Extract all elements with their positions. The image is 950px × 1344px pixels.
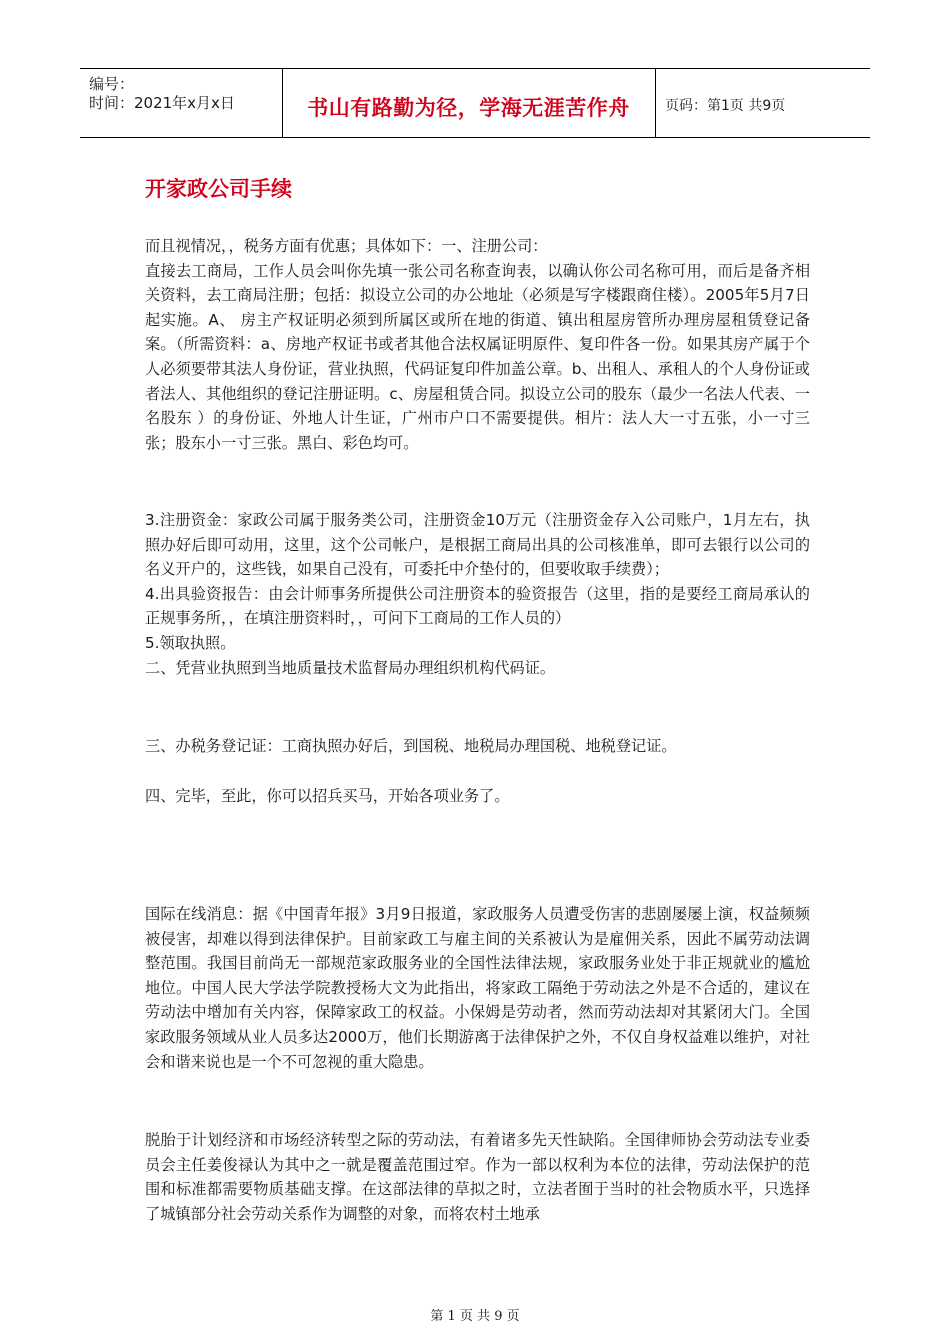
document-number-label: 编号：	[89, 75, 135, 93]
body-section-2	[145, 508, 810, 680]
header-motto: 书山有路勤为径，学海无涯苦作舟	[307, 96, 630, 120]
header-page-number: 页码：第1页 共9页	[665, 98, 786, 114]
paragraph: 脱胎于计划经济和市场经济转型之际的劳动法，有着诸多先天性缺陷。全国律师协会劳动法专业委员会主任姜俊禄认为其中之一就是覆盖范围过窄。作为一部以权利为本位的法律，劳动法保护的范围和标准都需要物质基础支撑。在这部法律的草拟之时，立法者囿于当时的社会物质水平，只选择了城镇部分社会劳动关系作为调整的对象，而将农村土地承	[145, 1131, 810, 1223]
header-middle-cell	[282, 69, 656, 137]
paragraph: 5.领取执照。	[145, 633, 236, 652]
paragraph: 直接去工商局，工作人员会叫你先填一张公司名称查询表，以确认你公司名称可用，而后是备齐相关资料，去工商局注册；包括：拟设立公司的办公地址（必须是写字楼跟商住楼）。2005年5月7日起实施。A、 房主产权证明必须到所属区或所在地的街道、镇出租屋房管所办理房屋租赁登记备案。（所需资料：a、房地产权证书或者其他合法权属证明原件、复印件各一份。如果其房产属于个人必须要带其法人身份证，营业执照，代码证复印件加盖公章。b、出租人、承租人的个人身份证或者法人、其他组织的登记注册证明。c、房屋租赁合同。拟设立公司的股东（最少一名法人代表、一名股东 ）的身份证、外地人计生证，广州市户口不需要提供。相片：法人大一寸五张，小一寸三张；股东小一寸三张。黑白、彩色均可。	[145, 261, 810, 452]
paragraph: 3.注册资金：家政公司属于服务类公司，注册资金10万元（注册资金存入公司账户，1月左右，执照办好后即可动用，这里，这个公司帐户，是根据工商局出具的公司核准单，即可去银行以公司的名义开户的，这些钱，如果自己没有，可委托中介垫付的，但要收取手续费）；	[145, 511, 810, 579]
body-section-5	[145, 902, 810, 1074]
body-section-1	[145, 234, 810, 455]
paragraph: 而且视情况，，税务方面有优惠；具体如下：一、注册公司：	[145, 237, 548, 255]
document-title: 开家政公司手续	[145, 177, 292, 201]
body-section-6	[145, 1128, 810, 1226]
body-section-4	[145, 784, 810, 809]
page-footer: 第 1 页 共 9 页	[430, 1309, 520, 1324]
paragraph: 4.出具验资报告：由会计师事务所提供公司注册资本的验资报告（这里，指的是要经工商局承认的正规事务所，，在填注册资料时，，可问下工商局的工作人员的）	[145, 584, 810, 628]
paragraph: 四、完毕，至此，你可以招兵买马，开始各项业务了。	[145, 787, 510, 805]
document-date-label: 时间：2021年x月x日	[89, 94, 235, 112]
body-section-3	[145, 734, 810, 759]
page-header	[80, 68, 870, 138]
paragraph: 二、凭营业执照到当地质量技术监督局办理组织机构代码证。	[145, 658, 556, 677]
paragraph: 三、办税务登记证：工商执照办好后，到国税、地税局办理国税、地税登记证。	[145, 737, 677, 755]
header-left-cell	[80, 69, 283, 137]
header-right-cell	[655, 69, 870, 137]
paragraph: 国际在线消息：据《中国青年报》3月9日报道，家政服务人员遭受伤害的悲剧屡屡上演，权益频频被侵害，却难以得到法律保护。目前家政工与雇主间的关系被认为是雇佣关系，因此不属劳动法调整范围。我国目前尚无一部规范家政服务业的全国性法律法规，家政服务业处于非正规就业的尴尬地位。中国人民大学法学院教授杨大文为此指出，将家政工隔绝于劳动法之外是不合适的，建议在劳动法中增加有关内容，保障家政工的权益。小保姆是劳动者，然而劳动法却对其紧闭大门。全国家政服务领域从业人员多达2000万，他们长期游离于法律保护之外，不仅自身权益难以维护，对社会和谐来说也是一个不可忽视的重大隐患。	[145, 905, 810, 1071]
